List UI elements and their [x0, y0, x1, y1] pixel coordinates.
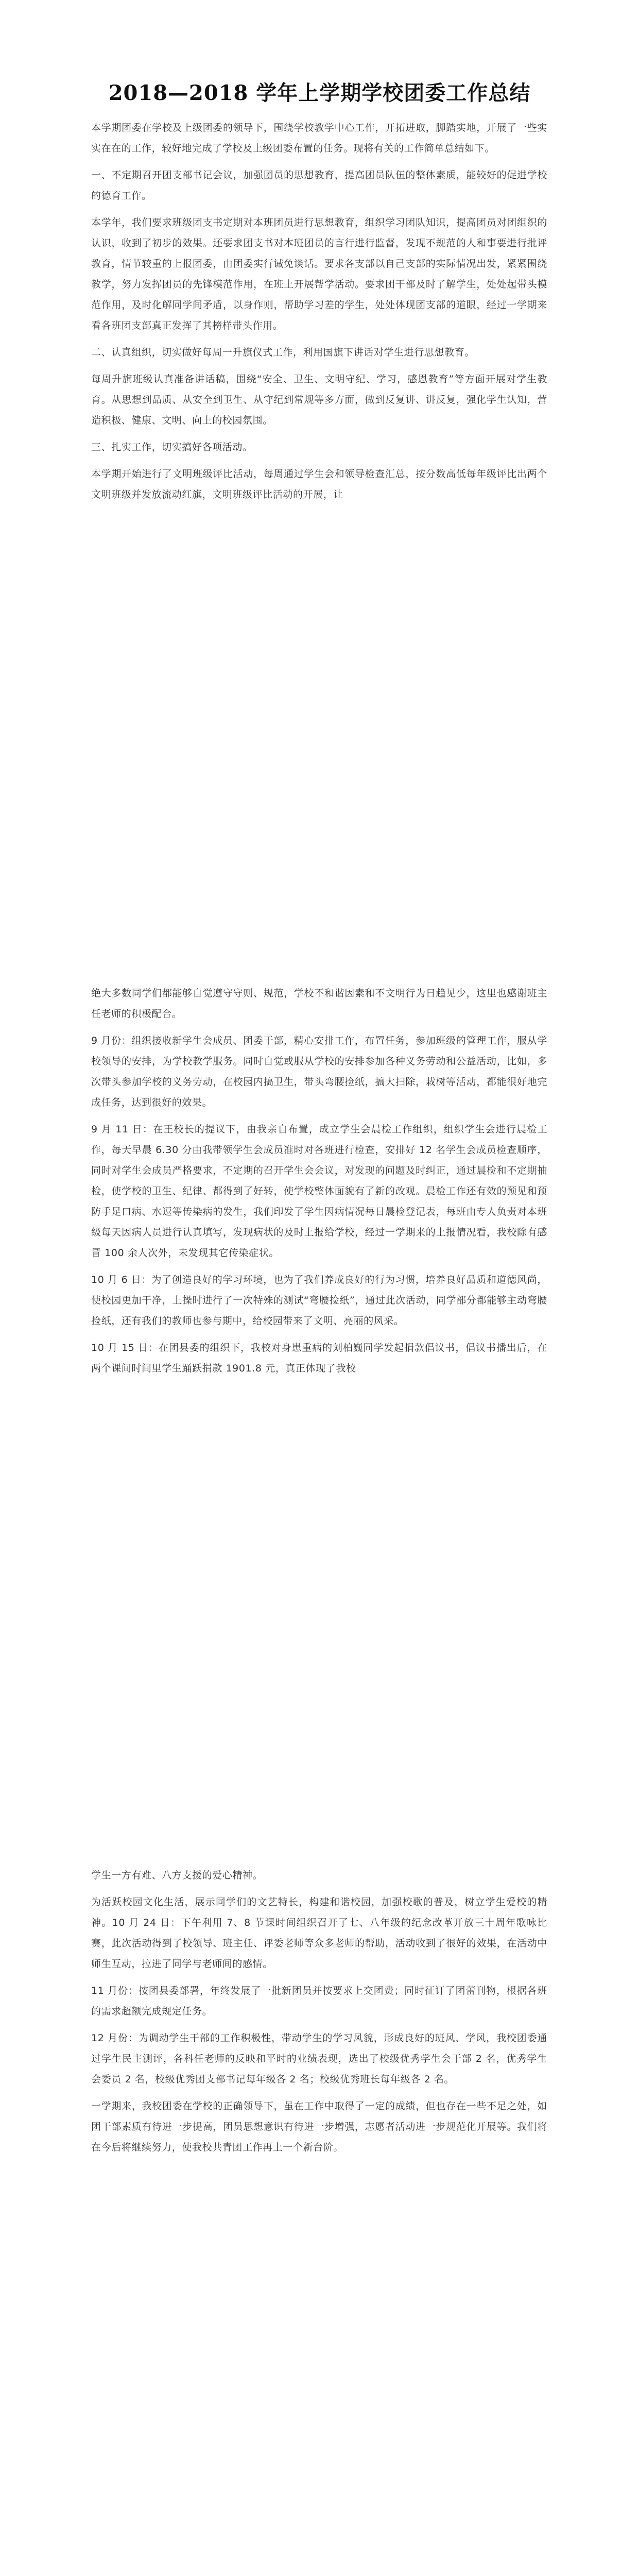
paragraph: 11 月份：按团县委部署，年终发展了一批新团员并按要求上交团费；同时征订了团蕾刊物，根据各班的需求超额完成规定任务。	[91, 1985, 547, 2017]
paragraph: 本学年，我们要求班级团支书定期对本班团员进行思想教育，组织学习团队知识，提高团员对团组织的认识，收到了初步的效果。还要求团支书对本班团员的言行进行监督，发现不规范的人和事要进行批评教育，情节较重的上报团委，由团委实行诫免谈话。要求各支部以自己支部的实际情况出发，紧紧围绕教学，努力发挥团员的先锋模范作用，在班上开展帮学活动。要求团干部及时了解学生，处处起带头模范作用，及时化解同学间矛盾，以身作则，帮助学习差的学生，处处体现团支部的道眼，经过一学期来看各班团支部真正发挥了其榜样带头作用。	[91, 217, 547, 331]
paragraph: 本学期团委在学校及上级团委的领导下，围绕学校教学中心工作，开拓进取，脚踏实地，开展了一些实实在在的工作，较好地完成了学校及上级团委布置的任务。现将有关的工作简单总结如下。	[91, 122, 547, 154]
paragraph: 一、不定期召开团支部书记会议，加强团员的思想教育，提高团员队伍的整体素质，能较好的促进学校的德育工作。	[91, 170, 547, 201]
paragraph: 绝大多数同学们都能够自觉遵守守则、规范，学校不和谐因素和不文明行为日趋见少，这里也感谢班主任老师的积极配合。	[91, 988, 547, 1020]
text-block-3	[91, 1865, 547, 2164]
paragraph: 二、认真组织，切实做好每周一升旗仪式工作，利用国旗下讲话对学生进行思想教育。	[91, 347, 475, 358]
paragraph: 为活跃校园文化生活，展示同学们的文艺特长，构建和谐校园，加强校歌的普及，树立学生爱校的精神。10 月 24 日：下午利用 7、8 节课时间组织召开了七、八年级的纪念改革开放三十周年歌咏比赛，此次活动得到了校领导、班主任、评委老师等众多老师的帮助，活动收到了很好的效果，在活动中师生互动，拉进了同学与老师间的感情。	[91, 1896, 547, 1970]
text-block-1	[91, 117, 547, 511]
document-title: 2018—2018 学年上学期学校团委工作总结	[108, 80, 531, 105]
paragraph: 学生一方有难、八方支援的爱心精神。	[91, 1870, 263, 1881]
paragraph: 12 月份：为调动学生干部的工作积极性，带动学生的学习风貌，形成良好的班风、学风，我校团委通过学生民主测评，各科任老师的反映和平时的业绩表现，选出了校级优秀学生会干部 2 名，优秀学生会委员 2 名，校级优秀团支部书记每年级各 2 名；校级优秀班长每年级各 2 名。	[91, 2032, 547, 2085]
paragraph: 9 月份：组织接收新学生会成员、团委干部，精心安排工作，布置任务，参加班级的管理工作，服从学校领导的安排，为学校教学服务。同时自觉或服从学校的安排参加各种义务劳动和公益活动，比如，多次带头参加学校的义务劳动，在校园内搞卫生，带头弯腰捡纸，搞大扫除，栽树等活动，都能很好地完成任务，达到很好的效果。	[91, 1035, 547, 1108]
paragraph: 9 月 11 日：在王校长的提议下，由我亲自布置，成立学生会晨检工作组织，组织学生会进行晨检工作，每天早晨 6.30 分由我带领学生会成员准时对各班进行检查，安排好 12 名学生会成员检查顺序，同时对学生会成员严格要求，不定期的召开学生会会议，对发现的问题及时纠正，通过晨检和不定期抽检，使学校的卫生、纪律、都得到了好转，使学校整体面貌有了新的改观。晨检工作还有效的预见和预防手足口病、水逗等传染病的发生，我们印发了学生因病情况每日晨检登记表，每班由专人负责对本班级每天因病人员进行认真填写，发现病状的及时上报给学校，经过一学期来的上报情况看，我校除有感冒 100 余人次外，未发现其它传染症状。	[91, 1124, 547, 1259]
text-block-2	[91, 983, 547, 1385]
paragraph: 一学期来，我校团委在学校的正确领导下，虽在工作中取得了一定的成绩，但也存在一些不足之处，如团干部素质有待进一步提高，团员思想意识有待进一步增强，志愿者活动进一步规范化开展等。我们将在今后将继续努力，使我校共青团工作再上一个新台阶。	[91, 2100, 547, 2153]
paragraph: 每周升旗班级认真准备讲话稿，围绕“安全、卫生、文明守纪、学习，感恩教育”等方面开展对学生教育。从思想到品质、从安全到卫生、从守纪到常规等多方面，做到反复讲、讲反复，强化学生认知，营造积极、健康、文明、向上的校园氛围。	[91, 374, 547, 426]
paragraph: 本学期开始进行了文明班级评比活动，每周通过学生会和领导检查汇总，按分数高低每年级评比出两个文明班级并发放流动红旗，文明班级评比活动的开展，让	[91, 468, 547, 500]
paragraph: 10 月 15 日：在团县委的组织下，我校对身患重病的刘柏巍同学发起捐款倡议书，倡议书播出后，在两个课间时间里学生踊跃捐款 1901.8 元，真正体现了我校	[91, 1342, 547, 1374]
paragraph: 10 月 6 日：为了创造良好的学习环境，也为了我们养成良好的行为习惯，培养良好品质和道德风尚，使校园更加干净，上操时进行了一次特殊的测试“弯腰捡纸”，通过此次活动，同学部分都能够主动弯腰捡纸，还有我们的教师也参与期中，给校园带来了文明、亮丽的风采。	[91, 1274, 547, 1327]
paragraph: 三、扎实工作，切实搞好各项活动。	[91, 442, 253, 453]
